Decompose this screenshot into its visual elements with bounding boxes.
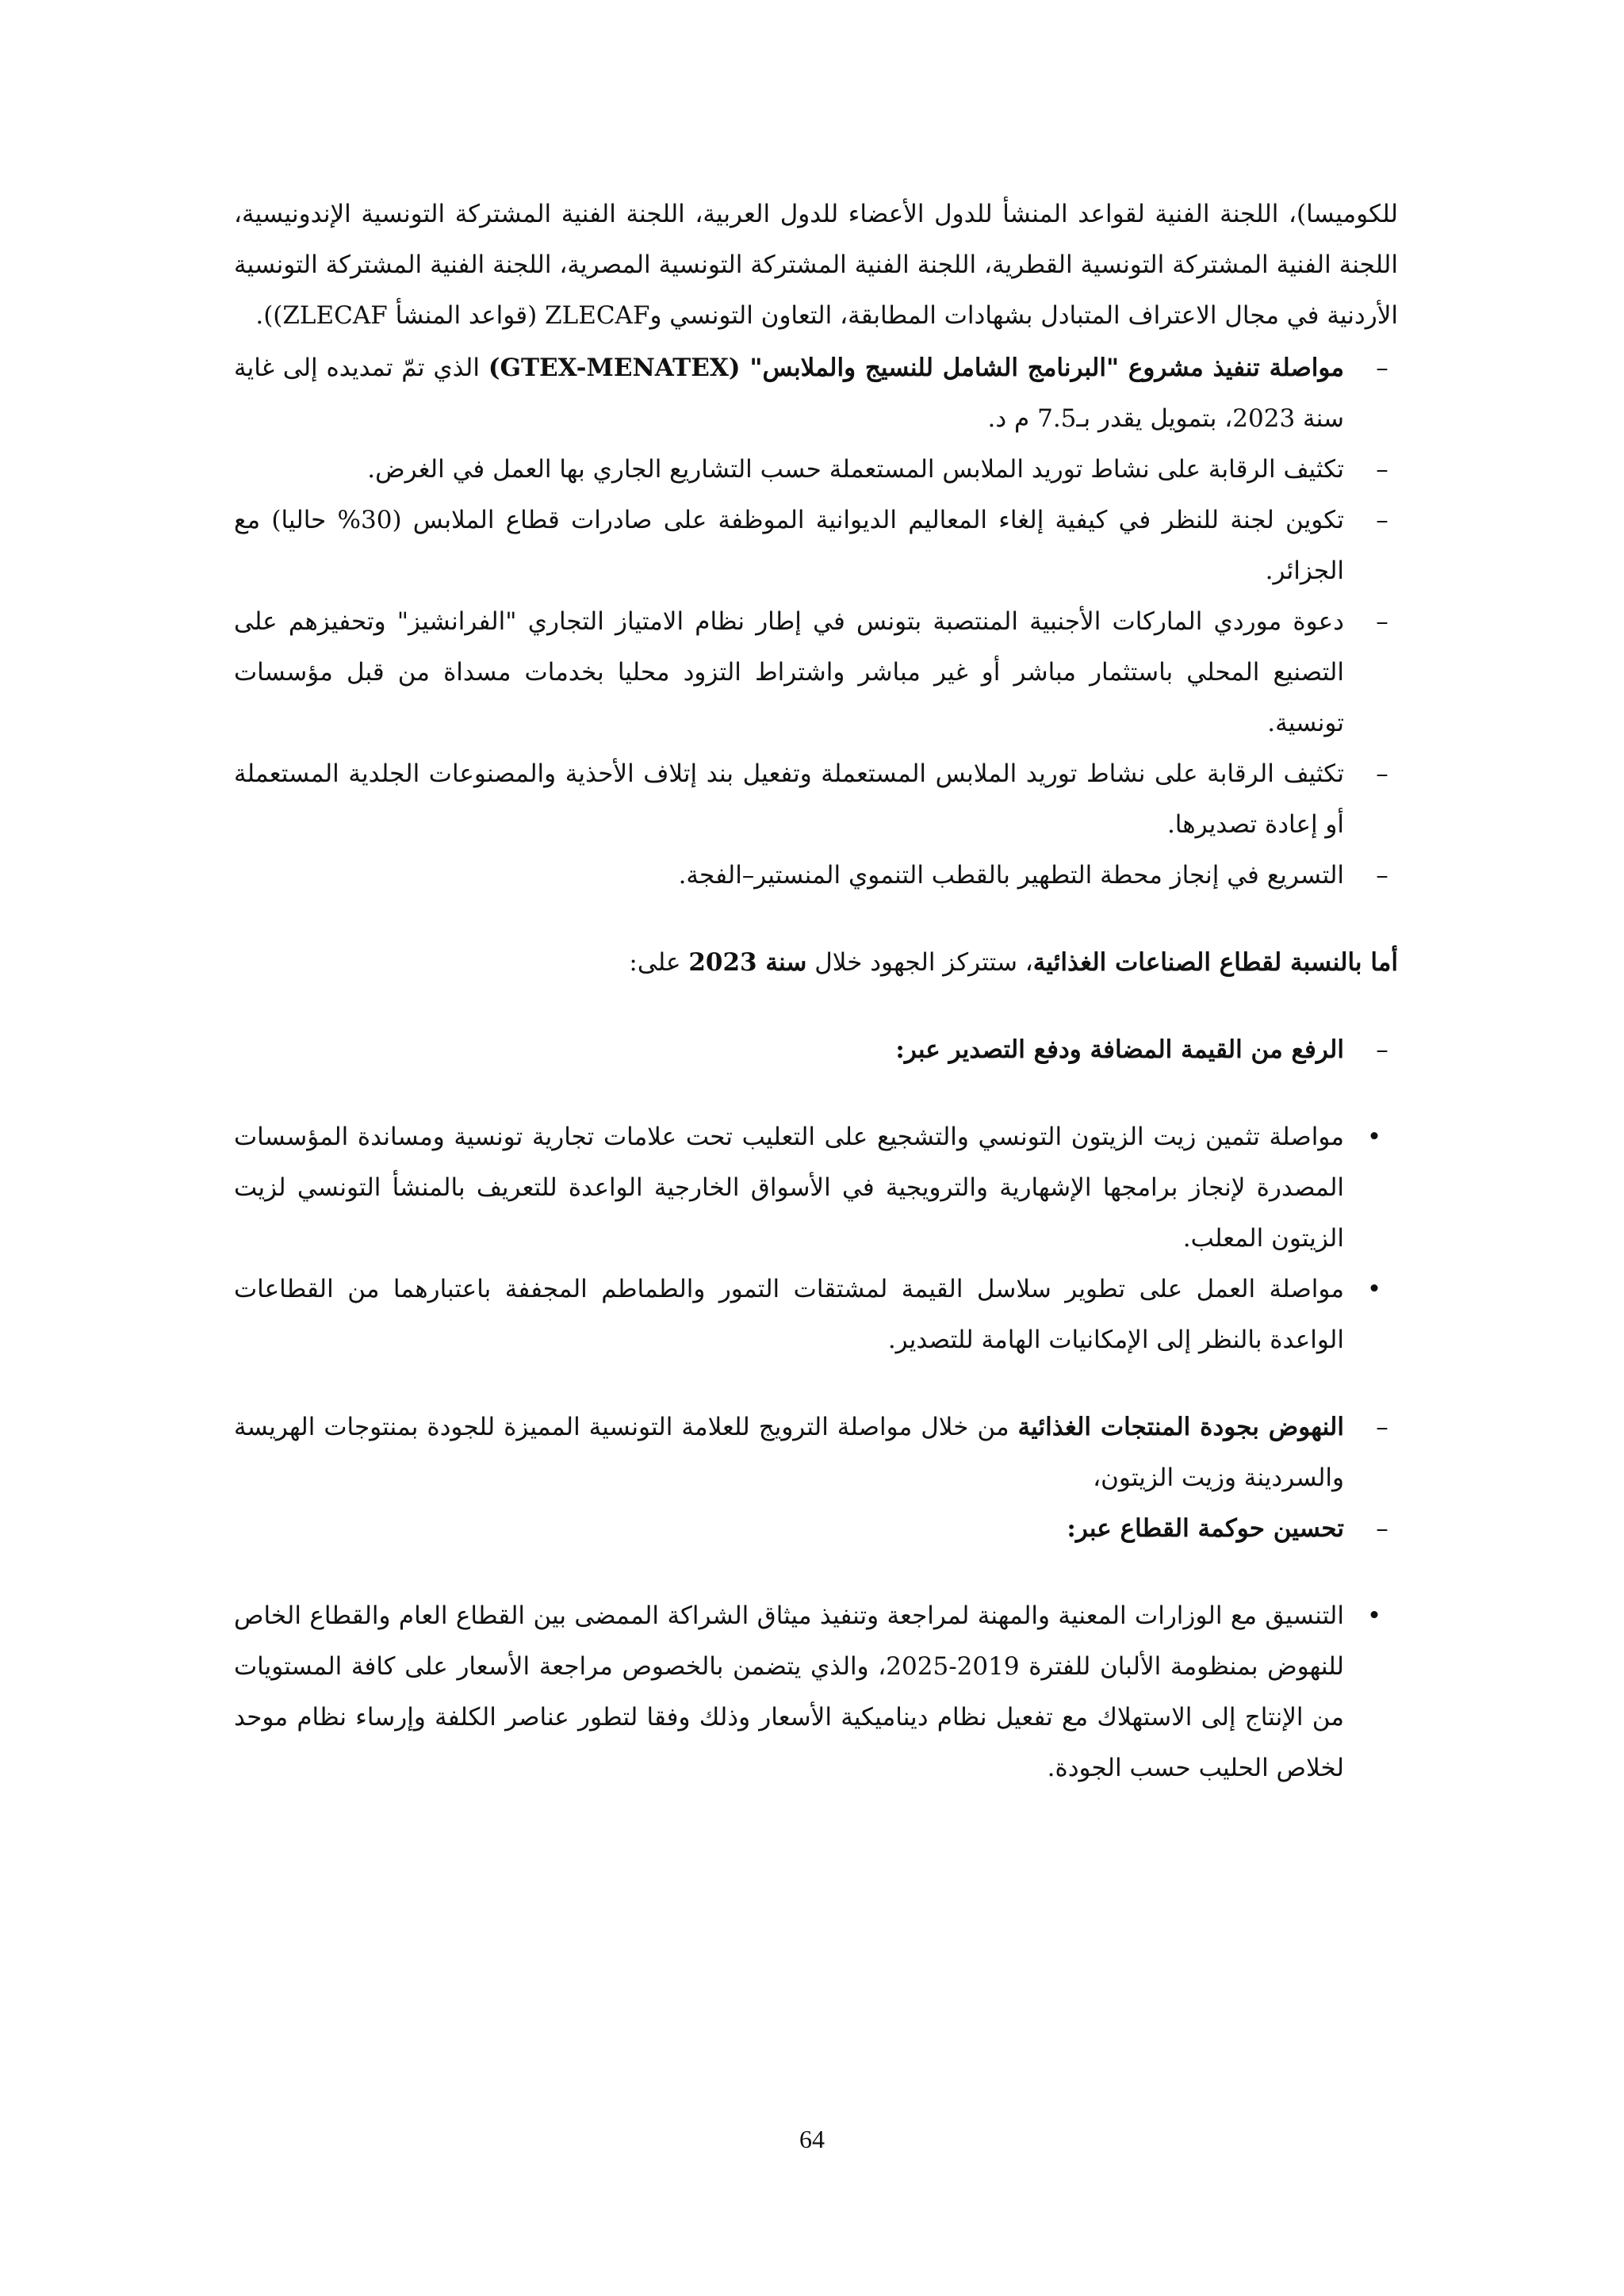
dash-marker: – (1376, 760, 1388, 788)
bullet-text: التنسيق مع الوزارات المعنية والمهنة لمراجعة وتنفيذ ميثاق الشراكة الممضى بين القطاع العام والقطاع الخاص للنهوض بمنظومة الألبان للفترة 2019-2025، والذي يتضمن بالخصوص مراجعة الأسعار على كافة المستويات من الإنتاج إلى الاستهلاك مع تفعيل نظام ديناميكية الأسعار وذلك وفقا لتطور عناصر الكلفة وإرساء نظام موحد لخلاص الحليب حسب الجودة. (234, 1601, 1344, 1782)
dash-marker: – (1376, 1035, 1388, 1064)
list-item-text: تكثيف الرقابة على نشاط توريد الملابس المستعملة حسب التشاريع الجاري بها العمل في الغرض. (367, 455, 1344, 484)
section-heading: الرفع من القيمة المضافة ودفع التصدير عبر: (895, 1035, 1344, 1064)
bullet-item (234, 1112, 1398, 1264)
quality-bold-lead: النهوض بجودة المنتجات الغذائية (1017, 1413, 1344, 1441)
list-item-text: تكثيف الرقابة على نشاط توريد الملابس المستعملة وتفعيل بند إتلاف الأحذية والمصنوعات الجلدية المستعملة أو إعادة تصديرها. (234, 760, 1344, 839)
bullet-marker: • (1366, 1123, 1382, 1151)
quality-text: من خلال مواصلة الترويج للعلامة التونسية المميزة للجودة بمنتوجات الهريسة والسردينة وزيت الزيتون، (234, 1413, 1344, 1492)
dash-marker: – (1376, 354, 1388, 382)
list-item-text: دعوة موردي الماركات الأجنبية المنتصبة بتونس في إطار نظام الامتياز التجاري "الفرانشيز" وتحفيزهم على التصنيع المحلي باستثمار مباشر أو غير مباشر واشتراط التزود محليا بخدمات مسداة من قبل مؤسسات تونسية. (234, 607, 1344, 737)
continuation-paragraph: للكوميسا)، اللجنة الفنية لقواعد المنشأ للدول الأعضاء للدول العربية، اللجنة الفنية المشتركة التونسية الإندونيسية، اللجنة الفنية المشتركة التونسية القطرية، اللجنة الفنية المشتركة التونسية المصرية، اللجنة الفنية المشتركة التونسية الأردنية في مجال الاعتراف المتبادل بشهادات المطابقة، التعاون التونسي وZLECAF (قواعد المنشأ ZLECAF)). (234, 200, 1398, 330)
list-item (234, 495, 1398, 596)
dash-marker: – (1376, 607, 1388, 636)
list-item (234, 748, 1398, 850)
bullet-text: مواصلة تثمين زيت الزيتون التونسي والتشجيع على التعليب تحت علامات تجارية تونسية ومساندة المؤسسات المصدرة لإنجاز برامجها الإشهارية والترويجية في الأسواق الخارجية الواعدة للتعريف بالمنشأ التونسي لزيت الزيتون المعلب. (234, 1123, 1344, 1253)
list-item (234, 596, 1398, 748)
food-intro-year: سنة 2023 (688, 948, 807, 977)
dash-marker: – (1376, 455, 1388, 484)
food-sector-intro (234, 937, 1398, 988)
list-item (234, 444, 1398, 495)
list-item-text: الذي تمّ تمديده إلى غاية سنة 2023، بتمويل يقدر بـ7.5 م د. (234, 354, 1344, 433)
section-heading: تحسين حوكمة القطاع عبر: (1067, 1514, 1344, 1543)
value-added-heading (234, 1024, 1398, 1075)
governance-bullets (234, 1590, 1398, 1793)
food-intro-end: على: (629, 948, 689, 977)
quality-item (234, 1402, 1398, 1503)
dash-marker: – (1376, 506, 1388, 534)
dash-marker: – (1376, 1514, 1388, 1543)
list-item-text: تكوين لجنة للنظر في كيفية إلغاء المعاليم الديوانية الموظفة على صادرات قطاع الملابس (30% حاليا) مع الجزائر. (234, 506, 1344, 585)
document-body (234, 189, 1398, 1793)
dash-marker: – (1376, 1413, 1388, 1441)
textile-measures-list (234, 342, 1398, 901)
bullet-marker: • (1366, 1275, 1382, 1303)
bullet-text: مواصلة العمل على تطوير سلاسل القيمة لمشتقات التمور والطماطم المجففة باعتبارهما من القطاعات الواعدة بالنظر إلى الإمكانيات الهامة للتصدير. (234, 1275, 1344, 1354)
bullet-item (234, 1264, 1398, 1365)
dash-marker: – (1376, 861, 1388, 890)
list-item-bold-lead: مواصلة تنفيذ مشروع "البرنامج الشامل للنسيج والملابس" (GTEX-MENATEX) (488, 354, 1345, 382)
page-number: 64 (799, 2125, 825, 2153)
governance-heading (234, 1503, 1398, 1554)
list-item-text: التسريع في إنجاز محطة التطهير بالقطب التنموي المنستير–الفجة. (678, 861, 1344, 890)
bullet-marker: • (1366, 1601, 1382, 1630)
food-intro-middle: ، ستتركز الجهود خلال (806, 948, 1033, 977)
list-item (234, 850, 1398, 901)
list-item (234, 342, 1398, 444)
food-intro-bold: أما بالنسبة لقطاع الصناعات الغذائية (1032, 948, 1398, 977)
bullet-item (234, 1590, 1398, 1793)
value-added-bullets (234, 1112, 1398, 1365)
